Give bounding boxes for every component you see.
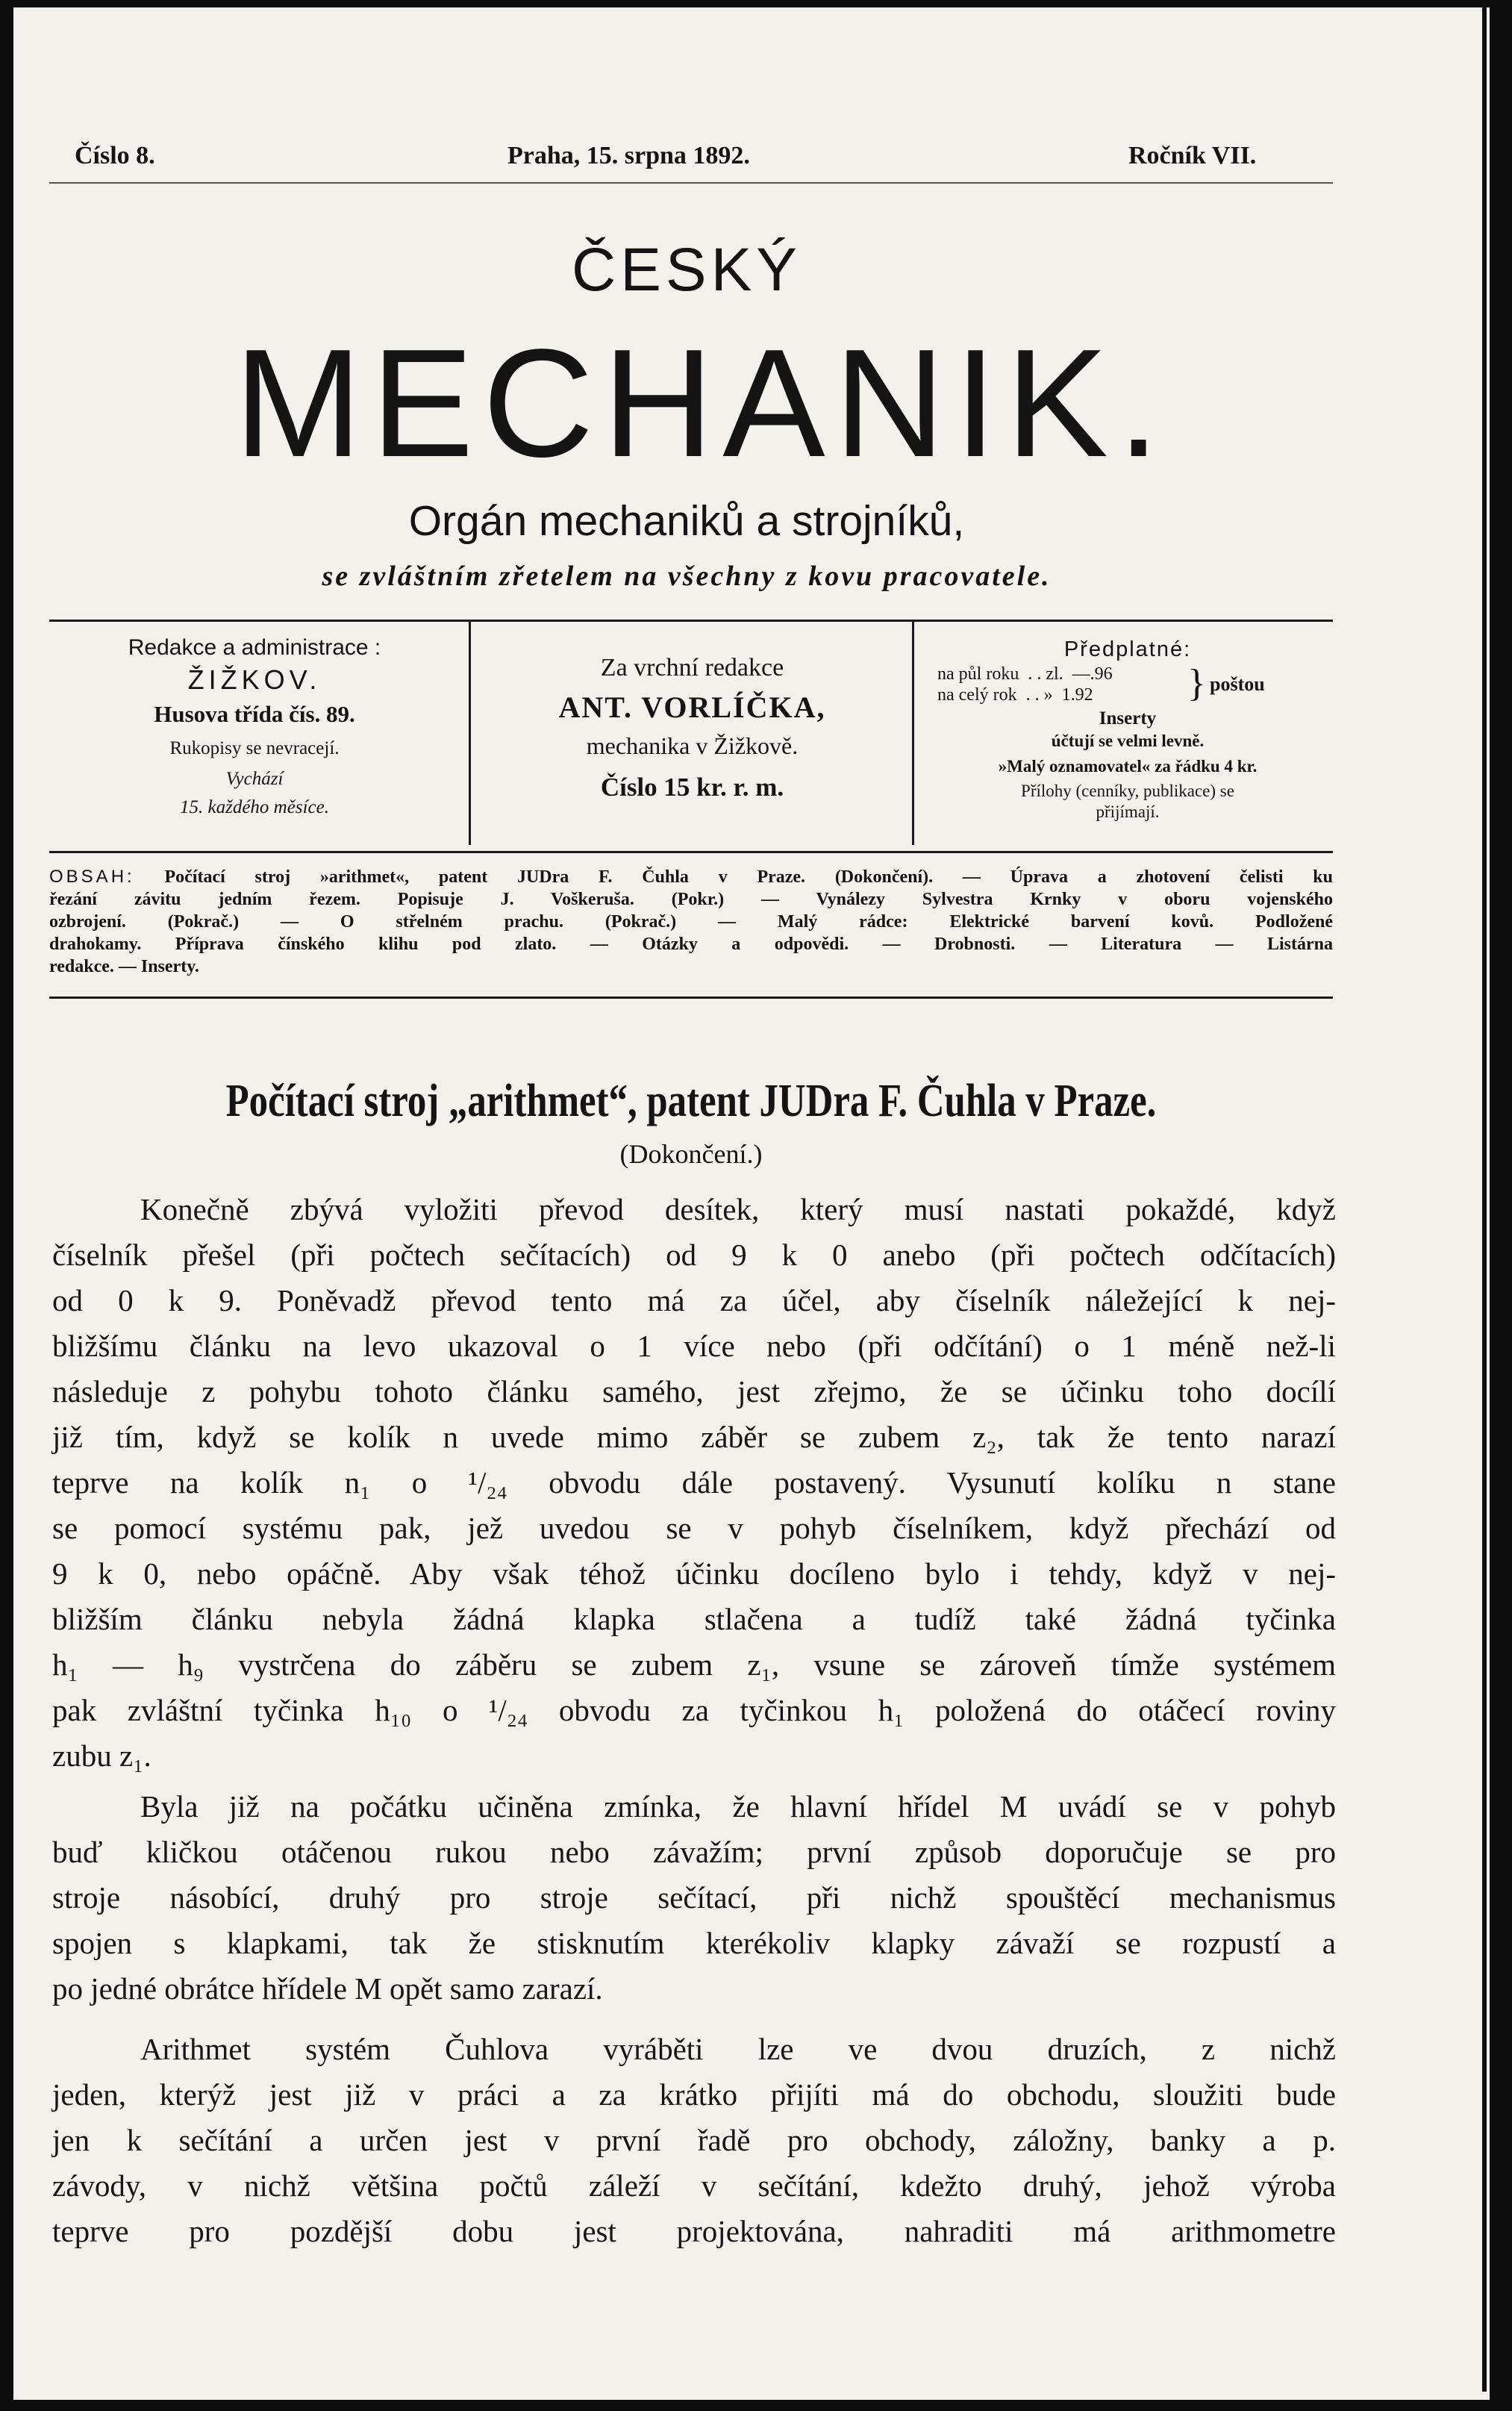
article-line: se pomocí systému pak, jež uvedou se v pohyb číselníkem, když přechází od <box>52 1511 1336 1545</box>
editor-role: mechanika v Žižkově. <box>586 732 799 759</box>
article-paragraph-1 <box>52 1187 1336 1779</box>
article-line: již tím, když se kolík n uvede mimo záběr se zubem z₂, tak že tento narazí <box>52 1420 1336 1454</box>
table-of-contents <box>49 866 1333 978</box>
admin-city: ŽIŽKOV. <box>187 664 322 695</box>
page-edge <box>1482 3 1487 2392</box>
info-divider-left <box>469 620 471 845</box>
issue-price: Číslo 15 kr. r. m. <box>600 773 784 802</box>
info-subscription <box>922 634 1333 823</box>
contents-line-5: redakce. — Inserty. <box>49 957 199 976</box>
contents-line-3: ozbrojení. (Pokrač.) — O střelném prachu. (Pokrač.) — Malý rádce: Elektrické barvení kovů. Podložené <box>49 912 1333 932</box>
issue-date: Praha, 15. srpna 1892. <box>507 142 750 169</box>
contents-rule <box>49 996 1333 999</box>
article-line: 9 k 0, nebo opáčně. Aby však téhož účinku docíleno bylo i tehdy, když v nej- <box>52 1556 1336 1591</box>
article-title: Počítací stroj „arithmet“, patent JUDra F. Čuhla v Praze. <box>225 1076 1157 1126</box>
article-line: po jedné obrátce hřídele M opět samo zarazí. <box>52 1971 603 2006</box>
admin-heading: Redakce a administrace : <box>128 635 381 660</box>
article-line: bližším článku nebyla žádná klapka stlačena a tudíž také žádná tyčinka <box>52 1602 1336 1636</box>
contents-line-4: drahokamy. Příprava čínského klihu pod zlato. — Otázky a odpovědi. — Drobnosti. — Literatura — Listárna <box>49 935 1333 954</box>
info-divider-right <box>912 620 914 845</box>
subscription-rates <box>922 664 1333 708</box>
article-line: teprve na kolík n₁ o ¹/₂₄ obvodu dále postavený. Vysunutí kolíku n stane <box>52 1465 1336 1500</box>
info-bottom-rule <box>49 851 1333 853</box>
rate-half-year: na půl roku . . zl. —.96 <box>937 664 1113 684</box>
article-line: závody, v nichž většina počtů záleží v sečítání, kdežto druhý, jehož výroba <box>52 2168 1336 2203</box>
issue-number: Číslo 8. <box>75 142 155 169</box>
article-subtitle: (Dokončení.) <box>619 1139 763 1169</box>
supplements: Přílohy (cenníky, publikace) se <box>1021 782 1234 800</box>
article-line: bližšímu článku na levo ukazoval o 1 více nebo (při odčítání) o 1 méně než-li <box>52 1329 1336 1363</box>
article-line: Konečně zbývá vyložiti převod desítek, který musí nastati pokaždé, když <box>140 1192 1336 1226</box>
article-line: buď kličkou otáčenou rukou nebo závažím; první způsob doporučuje se pro <box>52 1835 1336 1869</box>
rate-postal: poštou <box>1210 673 1265 695</box>
subtitle: Orgán mechaniků a strojníků, <box>408 497 965 545</box>
article-line: jeden, kterýž jest již v práci a za krátko přijíti má do obchodu, sloužiti bude <box>52 2077 1336 2112</box>
info-administration <box>49 633 460 823</box>
supplements-cont: přijímají. <box>1096 802 1160 821</box>
article-line: od 0 k 9. Poněvadž převod tento má za účel, aby číselník náležející k nej- <box>52 1283 1336 1317</box>
ads-price: účtují se velmi levně. <box>1051 732 1205 750</box>
title-top: ČESKÝ <box>572 236 802 304</box>
article-line: jen k sečítání a určen jest v první řadě pro obchody, záložny, banky a p. <box>52 2123 1336 2157</box>
small-ads: »Malý oznamovatel« za řádku 4 kr. <box>998 757 1258 776</box>
editor-heading: Za vrchní redakce <box>600 654 784 681</box>
article-paragraph-2 <box>52 1784 1336 2012</box>
masthead-title: MECHANIK. <box>234 317 1169 489</box>
contents-line-1: OBSAH: Počítací stroj »arithmet«, patent JUDra F. Čuhla v Praze. (Dokončení). — Úprava a zhotovení čelisti ku <box>49 867 1334 887</box>
article-line: stroje násobící, druhý pro stroje sečítací, při nichž spouštěcí mechanismus <box>52 1880 1336 1915</box>
article-line: teprve pro pozdější dobu jest projektována, nahraditi má arithmometre <box>52 2214 1336 2248</box>
rate-full-year: na celý rok . . » 1.92 <box>937 685 1093 705</box>
ads-heading: Inserty <box>1099 708 1157 729</box>
article-line: číselník přešel (při počtech sečítacích) od 9 k 0 anebo (při počtech odčítacích) <box>52 1238 1336 1272</box>
article-line: Arithmet systém Čuhlova vyráběti lze ve dvou druzích, z nichž <box>140 2032 1336 2066</box>
contents-label: OBSAH: <box>49 867 135 887</box>
admin-published: Vychází <box>225 769 284 789</box>
admin-frequency: 15. každého měsíce. <box>180 797 329 817</box>
top-rule <box>49 182 1333 184</box>
article-line: Byla již na počátku učiněna zmínka, že hlavní hřídel M uvádí se v pohyb <box>140 1789 1336 1824</box>
info-top-rule <box>49 620 1333 622</box>
article-line: zubu z₁. <box>52 1738 151 1773</box>
subscription-heading: Předplatné: <box>1063 637 1192 661</box>
info-editor <box>478 648 907 811</box>
tagline: se zvláštním zřetelem na všechny z kovu pracovatele. <box>322 561 1052 592</box>
admin-manuscripts: Rukopisy se nevracejí. <box>169 738 340 758</box>
contents-line-2: řezání závitu jedním řezem. Popisuje J. Voškeruša. (Pokr.) — Vynálezy Sylvestra Krnky v oboru vojenského <box>49 890 1333 909</box>
article-line: pak zvláštní tyčinka h₁₀ o ¹/₂₄ obvodu za tyčinkou h₁ položená do otáčecí roviny <box>52 1693 1336 1727</box>
article-line: h₁ — h₉ vystrčena do záběru se zubem z₁, vsune se zároveň tímže systémem <box>52 1647 1336 1682</box>
article-line: spojen s klapkami, tak že stisknutím kterékoliv klapky závaží se rozpustí a <box>52 1926 1336 1960</box>
article-line: následuje z pohybu tohoto článku samého, jest zřejmo, že se účinku toho docílí <box>52 1374 1336 1409</box>
editor-name: ANT. VORLÍČKA, <box>558 690 826 724</box>
article-paragraph-3 <box>52 2027 1336 2254</box>
volume: Ročník VII. <box>1128 142 1257 169</box>
rate-brace: } <box>1187 662 1206 705</box>
admin-address: Husova třída čís. 89. <box>154 701 355 727</box>
